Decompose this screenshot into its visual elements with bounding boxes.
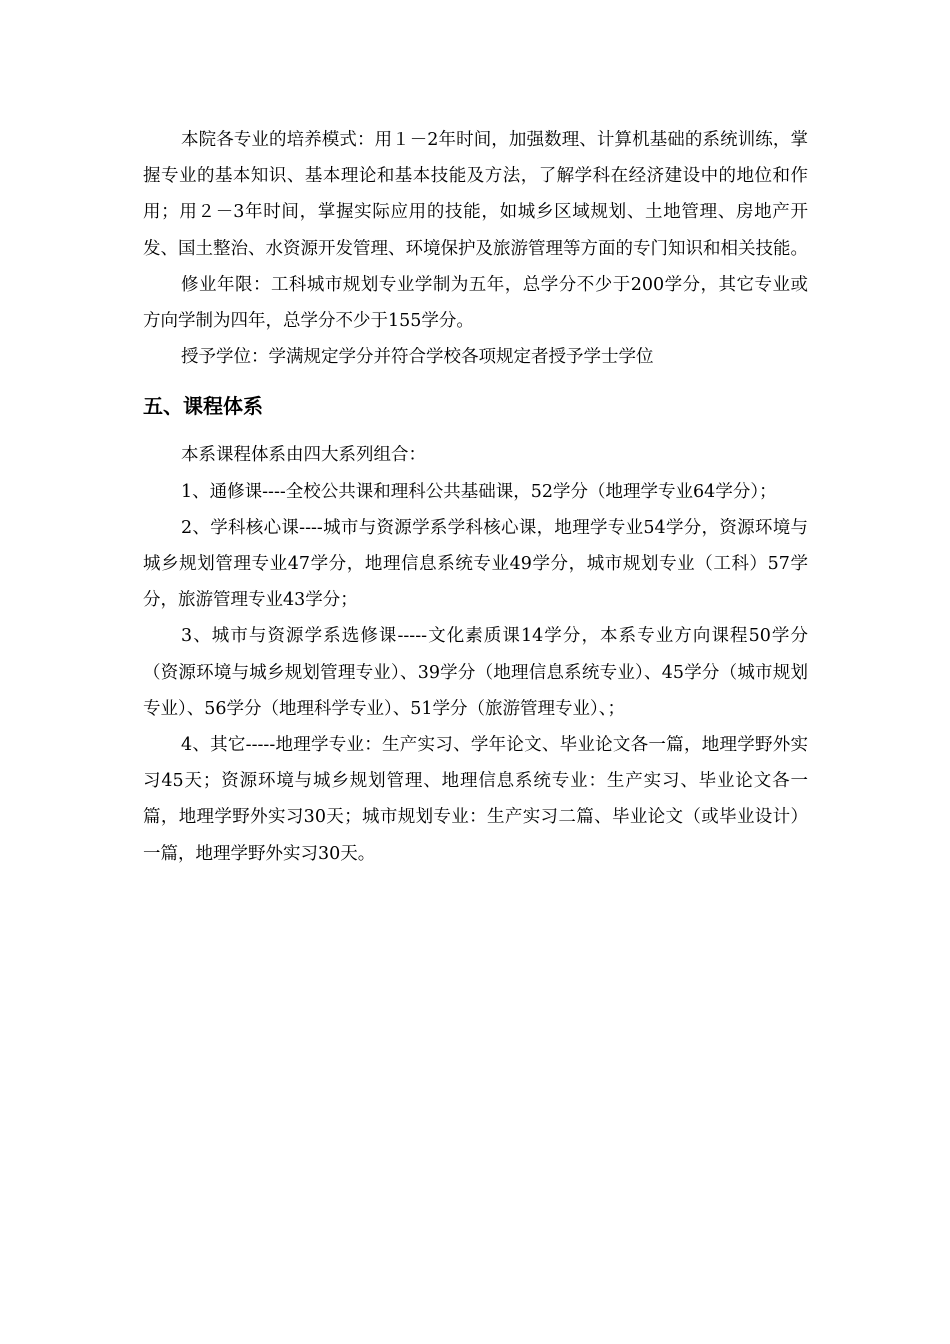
paragraph-general-courses: 1、通修课----全校公共课和理科公共基础课，52学分（地理学专业64学分）； <box>181 481 777 502</box>
document-body <box>143 122 808 872</box>
section-heading-curriculum: 五、课程体系 <box>143 394 263 419</box>
paragraph-elective-courses: 3、城市与资源学系选修课-----文化素质课14学分，本系专业方向课程50学分（资源环境与城乡规划管理专业）、39学分（地理信息系统专业）、45学分（城市规划专业）、56学分（地理科学专业）、51学分（旅游管理专业）、； <box>143 626 808 719</box>
paragraph-core-courses: 2、学科核心课----城市与资源学系学科核心课，地理学专业54学分，资源环境与城乡规划管理专业47学分，地理信息系统专业49学分，城市规划专业（工科）57学分，旅游管理专业43学分； <box>143 517 808 611</box>
paragraph-training-mode: 本院各专业的培养模式：用１－2年时间，加强数理、计算机基础的系统训练，掌握专业的基本知识、基本理论和基本技能及方法，了解学科在经济建设中的地位和作用；用２－3年时间，掌握实际应用的技能，如城乡区域规划、土地管理、房地产开发、国土整治、水资源开发管理、环境保护及旅游管理等方面的专门知识和相关技能。 <box>143 130 808 259</box>
paragraph-degree: 授予学位：学满规定学分并符合学校各项规定者授予学士学位 <box>181 347 654 368</box>
paragraph-curriculum-intro: 本系课程体系由四大系列组合： <box>181 445 426 466</box>
paragraph-study-duration: 修业年限：工科城市规划专业学制为五年，总学分不少于200学分，其它专业或方向学制为四年，总学分不少于155学分。 <box>143 274 808 332</box>
paragraph-other-requirements: 4、其它-----地理学专业：生产实习、学年论文、毕业论文各一篇，地理学野外实习45天；资源环境与城乡规划管理、地理信息系统专业：生产实习、毕业论文各一篇，地理学野外实习30天；城市规划专业：生产实习二篇、毕业论文（或毕业设计）一篇，地理学野外实习30天。 <box>143 735 808 864</box>
